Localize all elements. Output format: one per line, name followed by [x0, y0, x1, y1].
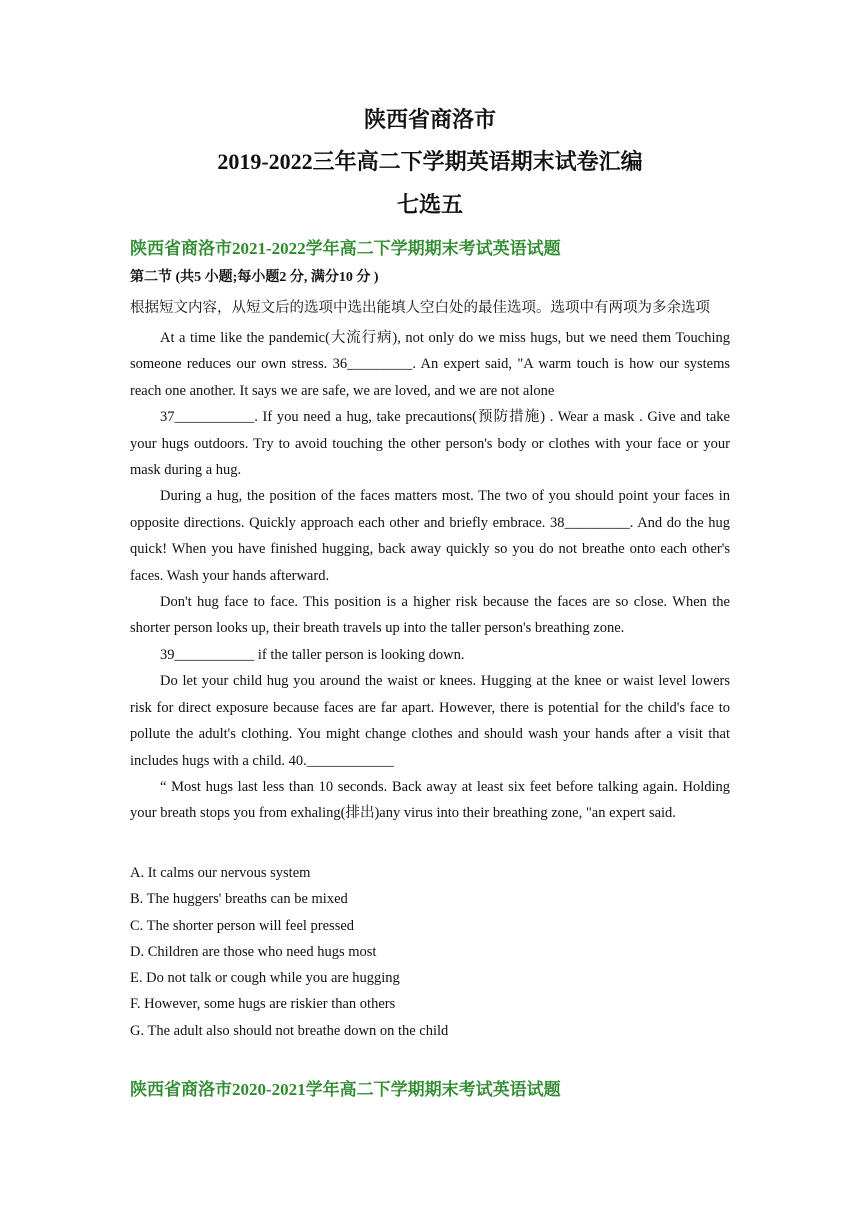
- section-heading: 陕西省商洛市2020-2021学年高二下学期期末考试英语试题: [130, 1080, 561, 1099]
- option-c: C. The shorter person will feel pressed: [130, 917, 355, 934]
- option-a: A. It calms our nervous system: [130, 865, 311, 881]
- passage: [130, 325, 730, 827]
- option-f: F. However, some hugs are riskier than others: [130, 996, 396, 1013]
- option-g: G. The adult also should not breathe down on the child: [130, 1022, 449, 1039]
- doc-title-region: 陕西省商洛市: [363, 107, 496, 132]
- passage-paragraph: “ Most hugs last less than 10 seconds. Back away at least six feet before talking again. Holding your breath stops you from exhaling(排出)any virus into their breathing zone, "an expert said.: [130, 778, 730, 822]
- part-label: 第二节 (共5 小题;每小题2 分, 满分10 分 ): [130, 270, 379, 285]
- passage-paragraph: 39___________ if the taller person is looking down.: [160, 646, 465, 663]
- passage-paragraph: 37___________. If you need a hug, take precautions(预防措施) . Wear a mask . Give and take your hugs outdoors. Try to avoid touching the other person's body or clothes with your face or your mask during a hug.: [130, 409, 730, 479]
- option-d: D. Children are those who need hugs most: [130, 943, 377, 960]
- doc-title-main: 2019-2022三年高二下学期英语期末试卷汇编: [217, 149, 643, 174]
- passage-paragraph: At a time like the pandemic(大流行病), not only do we miss hugs, but we need them Touching someone reduces our own stress. 36_________. An expert said, "A warm touch is how our systems reach one another. It says we are safe, we are loved, and we are not alone: [130, 330, 730, 399]
- section-heading: 陕西省商洛市2021-2022学年高二下学期期末考试英语试题: [130, 239, 561, 258]
- passage-paragraph: Do let your child hug you around the waist or knees. Hugging at the knee or waist level lowers risk for direct exposure because faces are far apart. However, there is potential for the child's face to pollute the adult's clothing. You might change clothes and should wash your hands after a visit that includes hugs with a child. 40.____________: [130, 673, 730, 769]
- passage-paragraph: During a hug, the position of the faces matters most. The two of you should point your faces in opposite directions. Quickly approach each other and briefly embrace. 38_________. And do the hug quick! When you have finished hugging, back away quickly so you do not breathe onto each other's faces. Wash your hands afterward.: [130, 488, 730, 584]
- option-b: B. The huggers' breaths can be mixed: [130, 891, 348, 908]
- options-list: [130, 860, 448, 1044]
- option-e: E. Do not talk or cough while you are hugging: [130, 970, 400, 987]
- passage-paragraph: Don't hug face to face. This position is a higher risk because the faces are so close. When the shorter person looks up, their breath travels up into the taller person's breathing zone.: [130, 594, 730, 637]
- instruction-text: 根据短文内容，从短文后的选项中选出能填人空白处的最佳选项。选项中有两项为多余选项: [130, 300, 710, 316]
- doc-title-topic: 七选五: [396, 192, 463, 217]
